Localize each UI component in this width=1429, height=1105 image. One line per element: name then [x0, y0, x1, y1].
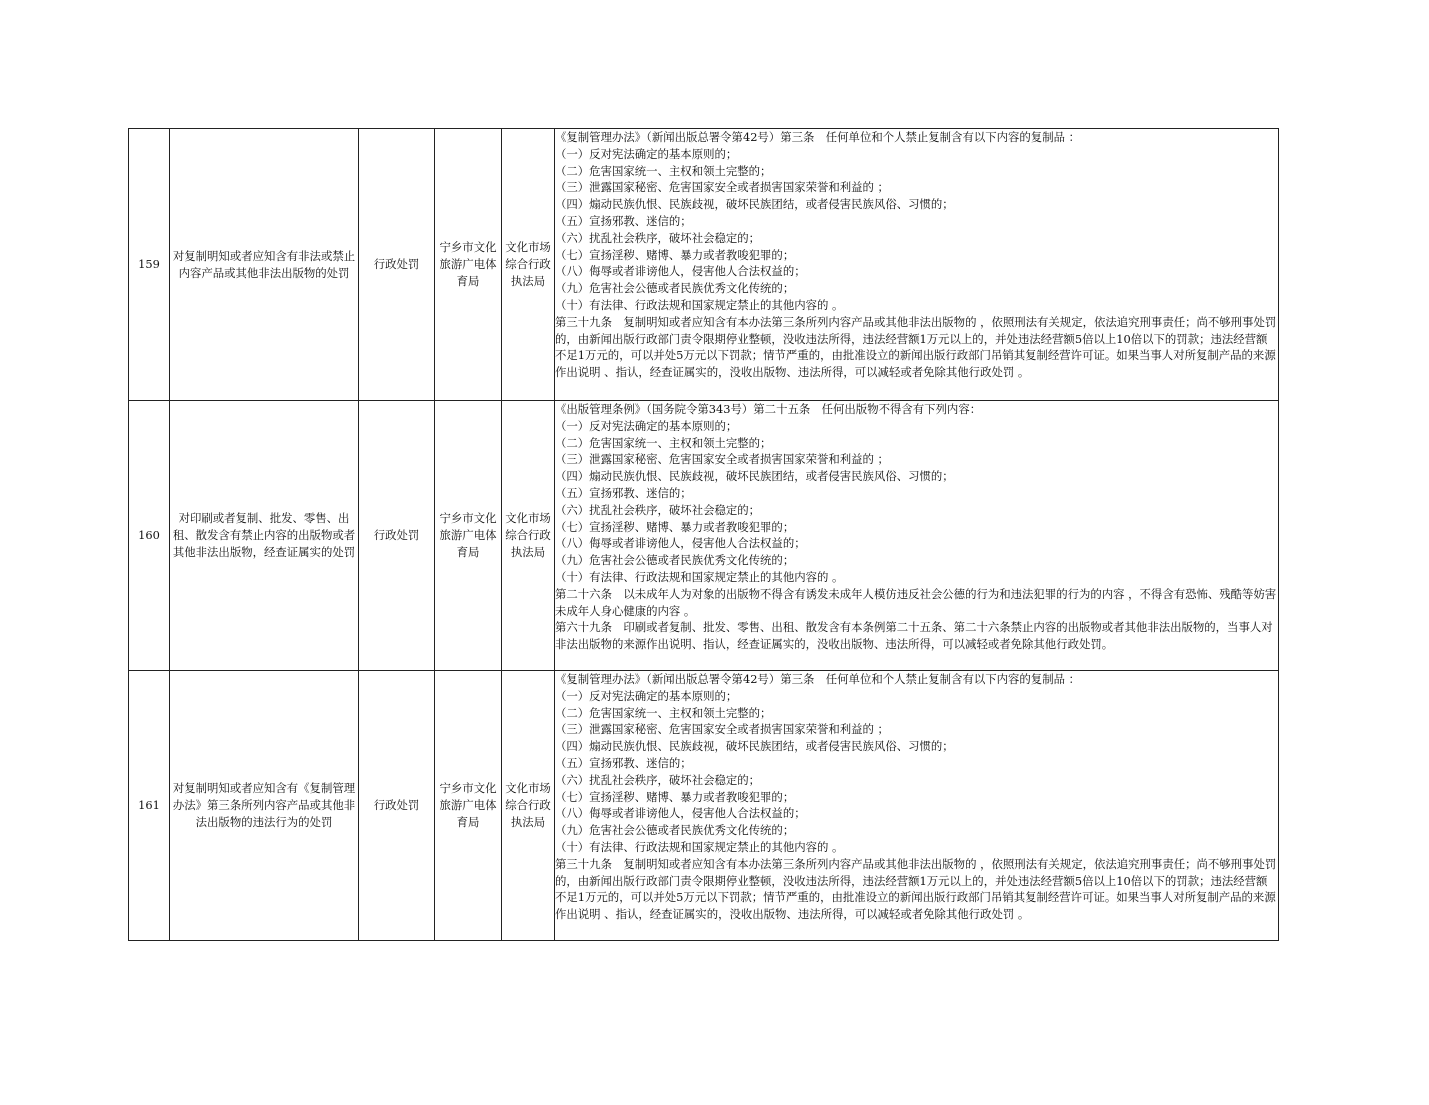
- power-type: 行政处罚: [359, 401, 435, 671]
- basis-line: （一）反对宪法确定的基本原则的；: [555, 688, 738, 703]
- basis-line: （一）反对宪法确定的基本原则的；: [555, 418, 738, 433]
- basis-line: （三）泄露国家秘密、危害国家安全或者损害国家荣誉和利益的 ；: [555, 722, 889, 737]
- basis-line: 第二十六条 以未成年人为对象的出版物不得含有诱发未成年人模仿违反社会公德的行为和违法犯罪的行为的内容 ，不得含有恐怖、残酷等妨害未成年人身心健康的内容 。: [555, 586, 1277, 618]
- basis-line: （七）宣扬淫秽、赌博、暴力或者教唆犯罪的；: [555, 247, 795, 262]
- basis-line: 第三十九条 复制明知或者应知含有本办法第三条所列内容产品或其他非法出版物的 ，依照刑法有关规定，依法追究刑事责任；尚不够刑事处罚的，由新闻出版行政部门责令限期停业整顿，没收违法所得，违法经营额1万元以上的，并处违法经营额5倍以上10倍以下的罚款；违法经营额不足1万元的，可以并处5万元以下罚款；情节严重的，由批准设立的新闻出版行政部门吊销其复制经营许可证。如果当事人对所复制产品的来源作出说明 、指认，经查证属实的，没收出版物、违法所得，可以减轻或者免除其他行政处罚 。: [555, 314, 1277, 380]
- basis-line: （二）危害国家统一、主权和领土完整的；: [555, 705, 772, 720]
- basis-line: （六）扰乱社会秩序，破坏社会稳定的；: [555, 230, 761, 245]
- basis-line: （四）煽动民族仇恨、民族歧视，破坏民族团结，或者侵害民族风俗、习惯的；: [555, 197, 954, 212]
- table-row: [129, 129, 1279, 401]
- table-row: [129, 671, 1279, 941]
- basis-line: （三）泄露国家秘密、危害国家安全或者损害国家荣誉和利益的 ；: [555, 452, 889, 467]
- basis-line: （五）宣扬邪教、迷信的；: [555, 213, 692, 228]
- basis-line: （八）侮辱或者诽谤他人，侵害他人合法权益的；: [555, 264, 806, 279]
- basis-line: （二）危害国家统一、主权和领土完整的；: [555, 163, 772, 178]
- item-name: 对复制明知或者应知含有《复制管理办法》第三条所列内容产品或其他非法出版物的违法行为的处罚: [170, 671, 359, 941]
- row-number: 159: [129, 129, 170, 401]
- basis-line: （四）煽动民族仇恨、民族歧视，破坏民族团结，或者侵害民族风俗、习惯的；: [555, 469, 954, 484]
- responsible-unit: 文化市场综合行政执法局: [502, 671, 555, 941]
- basis-line: （六）扰乱社会秩序，破坏社会稳定的；: [555, 772, 761, 787]
- basis-line: （八）侮辱或者诽谤他人，侵害他人合法权益的；: [555, 806, 806, 821]
- legal-basis: [555, 671, 1279, 941]
- item-name: 对印刷或者复制、批发、零售、出租、散发含有禁止内容的出版物或者其他非法出版物，经查证属实的处罚: [170, 401, 359, 671]
- basis-line: （三）泄露国家秘密、危害国家安全或者损害国家荣誉和利益的 ；: [555, 180, 889, 195]
- responsible-unit: 文化市场综合行政执法局: [502, 401, 555, 671]
- basis-line: （七）宣扬淫秽、赌博、暴力或者教唆犯罪的；: [555, 519, 795, 534]
- row-number: 160: [129, 401, 170, 671]
- basis-line: （九）危害社会公德或者民族优秀文化传统的；: [555, 823, 795, 838]
- basis-line: （十）有法律、行政法规和国家规定禁止的其他内容的 。: [555, 839, 844, 854]
- basis-line: （九）危害社会公德或者民族优秀文化传统的；: [555, 553, 795, 568]
- responsible-unit: 文化市场综合行政执法局: [502, 129, 555, 401]
- basis-line: 第六十九条 印刷或者复制、批发、零售、出租、散发含有本条例第二十五条、第二十六条禁止内容的出版物或者其他非法出版物的，当事人对非法出版物的来源作出说明、指认，经查证属实的，没收出版物、违法所得，可以减轻或者免除其他行政处罚。: [555, 620, 1273, 652]
- basis-line: （十）有法律、行政法规和国家规定禁止的其他内容的 。: [555, 297, 844, 312]
- basis-line: （八）侮辱或者诽谤他人，侵害他人合法权益的；: [555, 536, 806, 551]
- legal-basis: [555, 129, 1279, 401]
- table-row: [129, 401, 1279, 671]
- basis-line: 《复制管理办法》（新闻出版总署令第42号）第三条 任何单位和个人禁止复制含有以下内容的复制品 ：: [555, 672, 1080, 686]
- basis-line: （四）煽动民族仇恨、民族歧视，破坏民族团结，或者侵害民族风俗、习惯的；: [555, 739, 954, 754]
- basis-line: 《复制管理办法》（新闻出版总署令第42号）第三条 任何单位和个人禁止复制含有以下内容的复制品 ：: [555, 130, 1080, 144]
- basis-line: （九）危害社会公德或者民族优秀文化传统的；: [555, 281, 795, 296]
- basis-line: （十）有法律、行政法规和国家规定禁止的其他内容的 。: [555, 569, 844, 584]
- power-type: 行政处罚: [359, 129, 435, 401]
- basis-line: （五）宣扬邪教、迷信的；: [555, 755, 692, 770]
- penalty-table: [128, 128, 1279, 941]
- basis-line: （五）宣扬邪教、迷信的；: [555, 485, 692, 500]
- implementing-department: 宁乡市文化旅游广电体育局: [435, 129, 502, 401]
- implementing-department: 宁乡市文化旅游广电体育局: [435, 401, 502, 671]
- basis-line: （一）反对宪法确定的基本原则的；: [555, 146, 738, 161]
- basis-line: （二）危害国家统一、主权和领土完整的；: [555, 435, 772, 450]
- row-number: 161: [129, 671, 170, 941]
- basis-line: （六）扰乱社会秩序，破坏社会稳定的；: [555, 502, 761, 517]
- legal-basis: [555, 401, 1279, 671]
- power-type: 行政处罚: [359, 671, 435, 941]
- basis-line: （七）宣扬淫秽、赌博、暴力或者教唆犯罪的；: [555, 789, 795, 804]
- implementing-department: 宁乡市文化旅游广电体育局: [435, 671, 502, 941]
- basis-line: 第三十九条 复制明知或者应知含有本办法第三条所列内容产品或其他非法出版物的 ，依照刑法有关规定，依法追究刑事责任；尚不够刑事处罚的，由新闻出版行政部门责令限期停业整顿，没收违法所得，违法经营额1万元以上的，并处违法经营额5倍以上10倍以下的罚款；违法经营额不足1万元的，可以并处5万元以下罚款；情节严重的，由批准设立的新闻出版行政部门吊销其复制经营许可证。如果当事人对所复制产品的来源作出说明 、指认，经查证属实的，没收出版物、违法所得，可以减轻或者免除其他行政处罚 。: [555, 856, 1277, 922]
- basis-line: 《出版管理条例》（国务院令第343号）第二十五条 任何出版物不得含有下列内容：: [555, 402, 982, 416]
- item-name: 对复制明知或者应知含有非法或禁止内容产品或其他非法出版物的处罚: [170, 129, 359, 401]
